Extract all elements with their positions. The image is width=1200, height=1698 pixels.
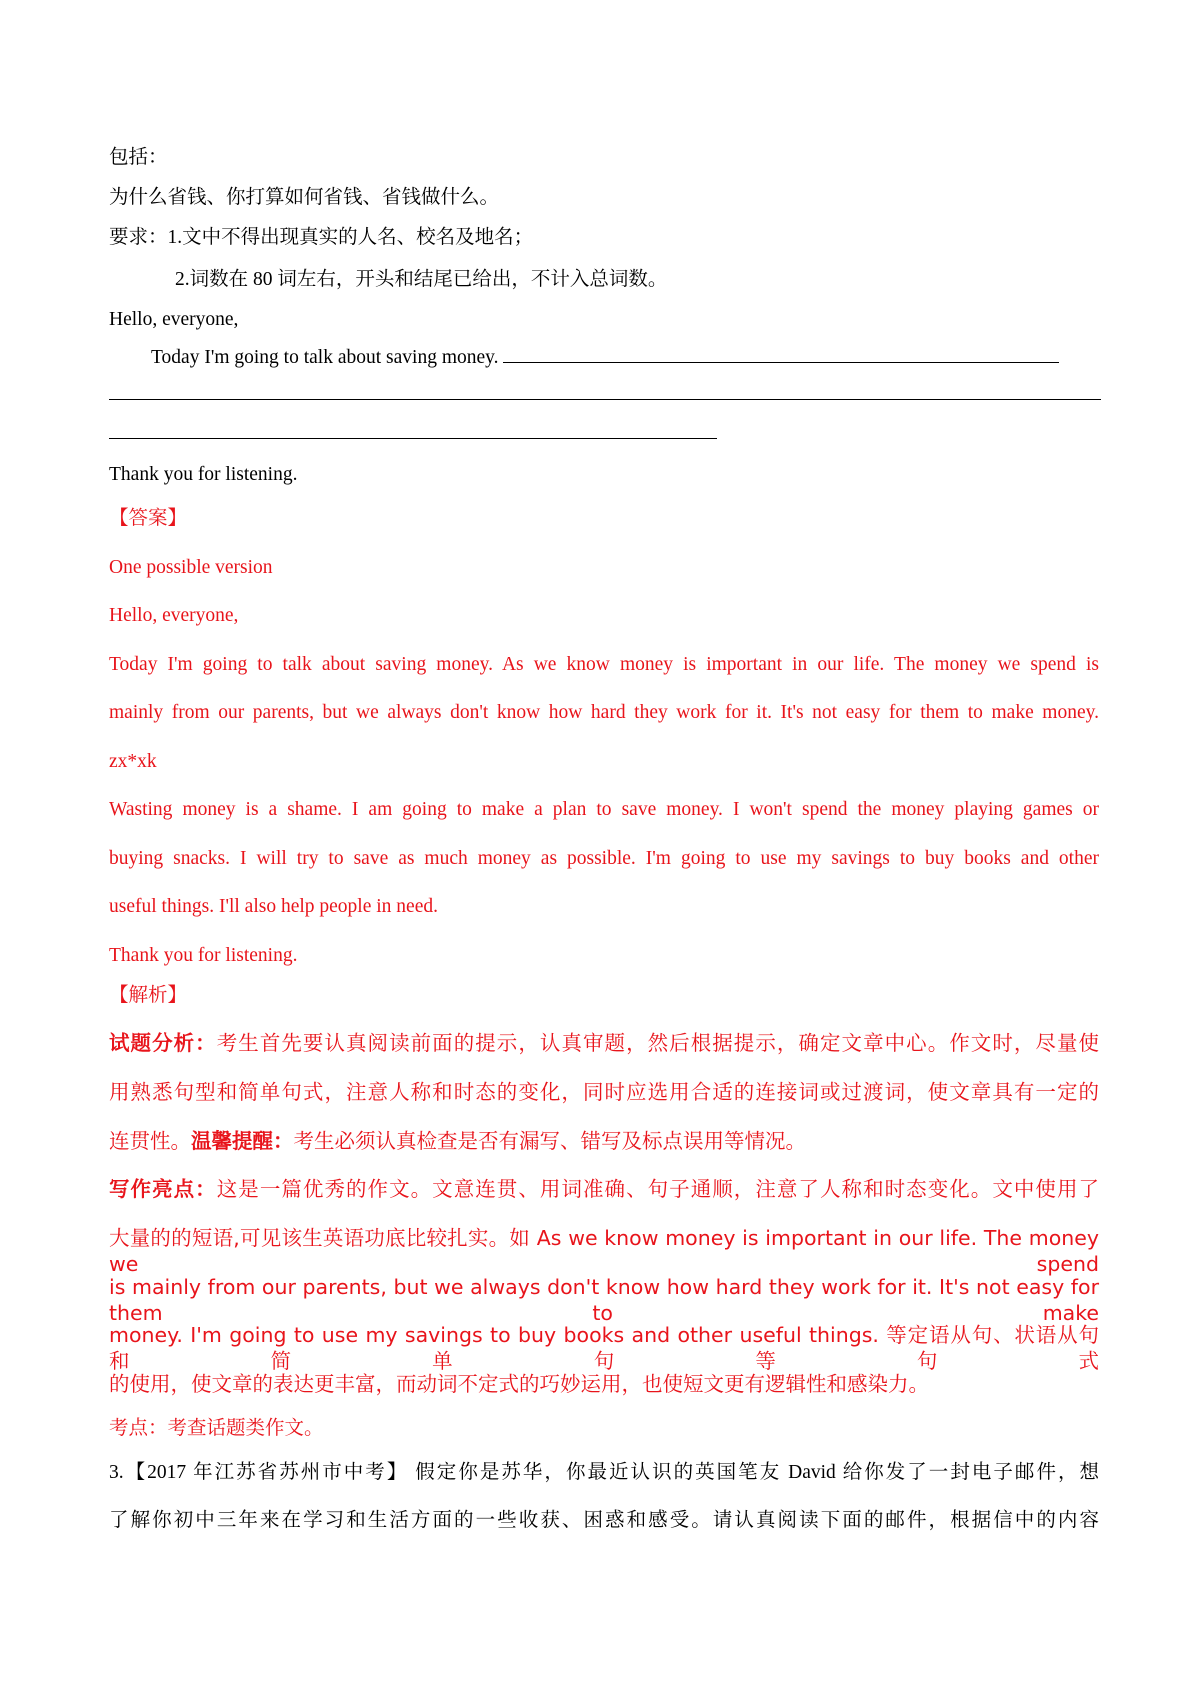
answer-greeting: Hello, everyone, [109,605,239,626]
requirement-1: 要求：1.文中不得出现真实的人名、校名及地名； [109,227,534,248]
highlight-line2: 大量的的短语,可见该生英语功底比较扎实。如 As we know money is important in our life. The money we spend [109,1226,1099,1276]
exam-point: 考点：考查话题类作文。 [109,1418,324,1439]
highlight-line4: money. I'm going to use my savings to buy books and other useful things. 等定语从句、状语从句和简单句等句式 [109,1323,1099,1373]
analysis-line3 [109,1128,806,1154]
blank-row-2 [109,381,1101,408]
include-items: 为什么省钱、你打算如何省钱、省钱做什么。 [109,187,500,208]
highlight-line5: 的使用，使文章的表达更丰富，而动词不定式的巧妙运用，也使短文更有逻辑性和感染力。 [109,1372,929,1396]
question3-line1: 3.【2017 年江苏省苏州市中考】 假定你是苏华，你最近认识的英国笔友 David 给你发了一封电子邮件，想 [109,1462,1099,1483]
answer-version: One possible version [109,557,273,578]
include-label: 包括： [109,147,168,168]
blank-row-3 [109,420,717,447]
prompt-closing: Thank you for listening. [109,464,298,485]
analysis-line2: 用熟悉句型和简单句式，注意人称和时态的变化，同时应选用合适的连接词或过渡词，使文章具有一定的 [109,1080,1099,1104]
requirement-2: 2.词数在 80 词左右，开头和结尾已给出，不计入总词数。 [175,269,668,290]
reminder-head: 温馨提醒： [191,1129,294,1153]
opening-greeting: Hello, everyone, [109,309,239,330]
highlight-head: 写作亮点： [109,1177,217,1201]
answer-p1-line1: Today I'm going to talk about saving money. As we know money is important in our life. The money we spend is [109,654,1099,675]
highlight-line1 [109,1176,1099,1202]
answer-p2-line1: Wasting money is a shame. I am going to make a plan to save money. I won't spend the money playing games or [109,799,1099,820]
analysis-text: 考生首先要认真阅读前面的提示，认真审题，然后根据提示，确定文章中心。作文时，尽量使 [216,1031,1100,1055]
analysis-head: 试题分析： [109,1031,217,1055]
answer-closing: Thank you for listening. [109,945,298,966]
watermark-text: zx*xk [109,751,157,772]
highlight-line3: is mainly from our parents, but we always don't know how hard they work for it. It's not easy for them to make [109,1275,1099,1325]
analysis-label: 【解析】 [109,985,188,1006]
reminder-text: 考生必须认真检查是否有漏写、错写及标点误用等情况。 [293,1129,806,1153]
answer-p1-line2: mainly from our parents, but we always don't know how hard they work for it. It's not easy for them to make money. [109,702,1099,723]
answer-blank [109,420,717,439]
answer-p2-line2: buying snacks. I will try to save as much money as possible. I'm going to use my savings to buy books and other [109,848,1099,869]
analysis-text: 连贯性。 [109,1129,191,1153]
analysis-line1 [109,1030,1099,1056]
start-sentence-row [151,344,1059,371]
question3-line2: 了解你初中三年来在学习和生活方面的一些收获、困惑和感受。请认真阅读下面的邮件，根据信中的内容 [109,1510,1099,1531]
start-sentence: Today I'm going to talk about saving money. [151,347,499,368]
answer-blank [109,381,1101,400]
answer-label: 【答案】 [109,508,188,529]
answer-p2-line3: useful things. I'll also help people in need. [109,896,438,917]
answer-blank [503,344,1059,363]
highlight-text: 这是一篇优秀的作文。文意连贯、用词准确、句子通顺，注意了人称和时态变化。文中使用了 [216,1177,1100,1201]
